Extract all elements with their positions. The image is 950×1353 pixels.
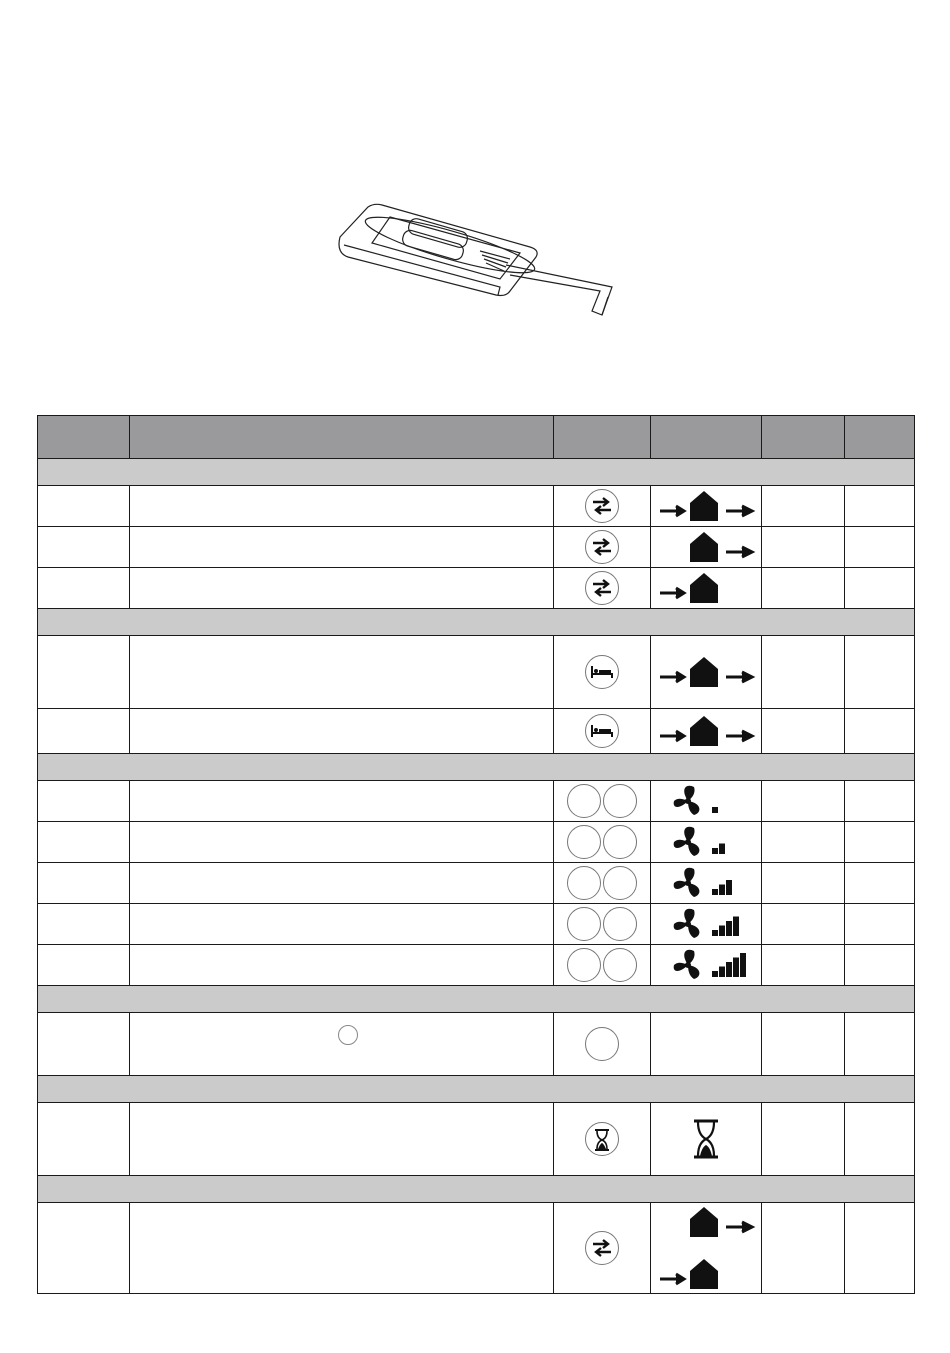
fan-speed-1-icon [656,783,756,819]
blank-button [567,948,601,982]
speed-bar [712,848,718,854]
speed-bar [726,962,732,977]
section-row [38,609,915,636]
blank-button-reference [338,1025,358,1045]
section-row [38,754,915,781]
fan-speed-2-icon [656,824,756,860]
blank-button [567,866,601,900]
remote-battery-illustration [330,195,620,320]
speed-bar [740,953,746,977]
house-arrow-out-icon [656,530,756,564]
speed-bar [733,917,739,937]
table-row [38,781,915,822]
speed-bar [726,921,732,936]
exchange-arrows-icon [585,1231,619,1265]
speed-bar [712,930,718,936]
speed-bar [719,967,725,978]
blank-button [567,825,601,859]
fan-speed-3-icon [656,865,756,901]
table-row [38,636,915,709]
table-row [38,568,915,609]
blank-button [603,866,637,900]
table-row [38,822,915,863]
fan-speed-5-icon [656,947,756,983]
header-cell [762,416,845,459]
speed-bar [712,807,718,813]
header-cell [651,416,762,459]
hourglass-icon [585,1122,619,1156]
exchange-arrows-icon [585,489,619,523]
fan-speed-4-icon [656,906,756,942]
blank-button [567,784,601,818]
table-row [38,904,915,945]
header-cell [130,416,554,459]
alternating-airflow-icon [656,1205,756,1291]
header-cell [554,416,651,459]
section-row [38,986,915,1013]
table-row [38,863,915,904]
table-row [38,1203,915,1294]
section-row [38,459,915,486]
header-cell [38,416,130,459]
exchange-arrows-icon [585,530,619,564]
arrow-house-arrow-icon [656,714,756,748]
table-row [38,1103,915,1176]
exchange-arrows-icon [585,571,619,605]
arrow-house-arrow-icon [656,655,756,689]
section-row [38,1176,915,1203]
speed-bar [733,958,739,978]
hourglass-icon [691,1119,721,1159]
blank-button [567,907,601,941]
blank-button [603,825,637,859]
speed-bar [712,971,718,977]
table-row [38,1013,915,1076]
operation-table [37,415,915,1294]
table-row [38,486,915,527]
blank-button [585,1027,619,1061]
arrow-house-arrow-icon [656,489,756,523]
table-header [38,416,915,459]
speed-bar [719,844,725,855]
section-row [38,1076,915,1103]
arrow-in-house-icon [656,571,756,605]
table-row [38,945,915,986]
header-cell [845,416,915,459]
blank-button [603,907,637,941]
speed-bar [719,926,725,937]
table-row [38,709,915,754]
speed-bar [712,889,718,895]
blank-button [603,948,637,982]
speed-bar [719,885,725,896]
bed-icon [585,655,619,689]
blank-button [603,784,637,818]
speed-bar [726,880,732,895]
table-row [38,527,915,568]
bed-icon [585,714,619,748]
